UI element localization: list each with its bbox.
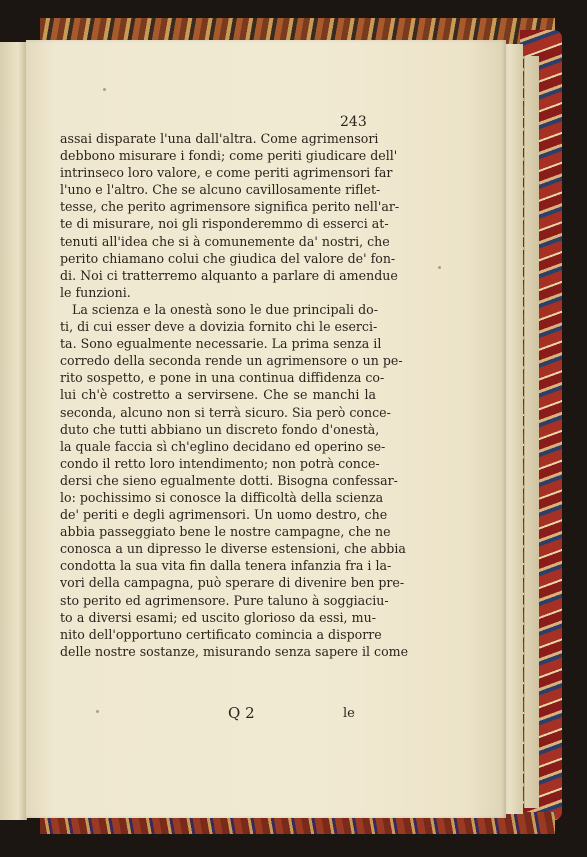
- text-line: nito dell'opportuno certificato comincia a disporre: [60, 626, 382, 642]
- printer-signature: Q 2: [228, 704, 255, 722]
- catchword: le: [343, 706, 355, 721]
- text-line: te di misurare, noi gli risponderemmo di esserci at-: [60, 216, 389, 232]
- facing-page-edge: [0, 42, 27, 820]
- text-line: ta. Sono egualmente necessarie. La prima senza il: [60, 336, 382, 352]
- text-line: tenuti all'idea che si à comunemente da' nostri, che: [60, 233, 390, 249]
- text-line: di. Noi ci tratterremo alquanto a parlare di amendue: [60, 267, 398, 283]
- text-line: to a diversi esami; ed uscito glorioso da essi, mu-: [60, 609, 376, 625]
- text-line: debbono misurare i fondi; come periti giudicare dell': [60, 148, 398, 164]
- text-line: tesse, che perito agrimensore significa perito nell'ar-: [60, 199, 400, 215]
- text-line: rito sospetto, e pone in una continua diffidenza co-: [60, 370, 385, 386]
- text-line: abbia passeggiato bene le nostre campagne, che ne: [60, 524, 391, 540]
- text-line: corredo della seconda rende un agrimensore o un pe-: [60, 353, 403, 369]
- text-line: perito chiamano colui che giudica del valore de' fon-: [60, 250, 396, 266]
- text-line: conosca a un dipresso le diverse estensioni, che abbia: [60, 541, 406, 557]
- text-line: dersi che sieno egualmente dotti. Bisogna confessar-: [60, 472, 398, 488]
- body-text: [60, 130, 409, 660]
- text-line: duto che tutti abbiano un discreto fondo d'onestà,: [60, 421, 380, 437]
- paper-speck: [96, 710, 99, 713]
- paper-speck: [438, 266, 441, 269]
- text-line: vori della campagna, può sperare di divenire ben pre-: [60, 575, 405, 591]
- text-line: lui ch'è costretto a servirsene. Che se manchi la: [60, 387, 376, 403]
- text-line: de' periti e degli agrimensori. Un uomo destro, che: [60, 507, 388, 523]
- page-number: 243: [340, 114, 367, 130]
- text-line: lo: pochissimo si conosce la difficoltà della scienza: [60, 489, 384, 505]
- text-line: condo il retto loro intendimento; non potrà conce-: [60, 455, 380, 471]
- text-line: seconda, alcuno non si terrà sicuro. Sia però conce-: [60, 404, 391, 420]
- text-line: la quale faccia sì ch'eglino decidano ed operino se-: [60, 438, 386, 454]
- page-stack-edge-inner: [524, 56, 539, 808]
- text-line: le funzioni.: [60, 284, 131, 300]
- text-line: intrinseco loro valore, e come periti agrimensori far: [60, 165, 393, 181]
- text-line: sto perito ed agrimensore. Pure taluno à soggiaciu-: [60, 592, 389, 608]
- text-line: La scienza e la onestà sono le due principali do-: [72, 301, 378, 317]
- text-line: ti, di cui esser deve a dovizia fornito chi le eserci-: [60, 319, 378, 335]
- text-line: condotta la sua vita fin dalla tenera infanzia fra i la-: [60, 558, 392, 574]
- paper-speck: [103, 88, 106, 91]
- text-line: assai disparate l'una dall'altra. Come agrimensori: [60, 131, 379, 146]
- text-line: delle nostre sostanze, misurando senza sapere il come: [60, 643, 409, 659]
- text-line: l'uno e l'altro. Che se alcuno cavillosamente riflet-: [60, 182, 381, 198]
